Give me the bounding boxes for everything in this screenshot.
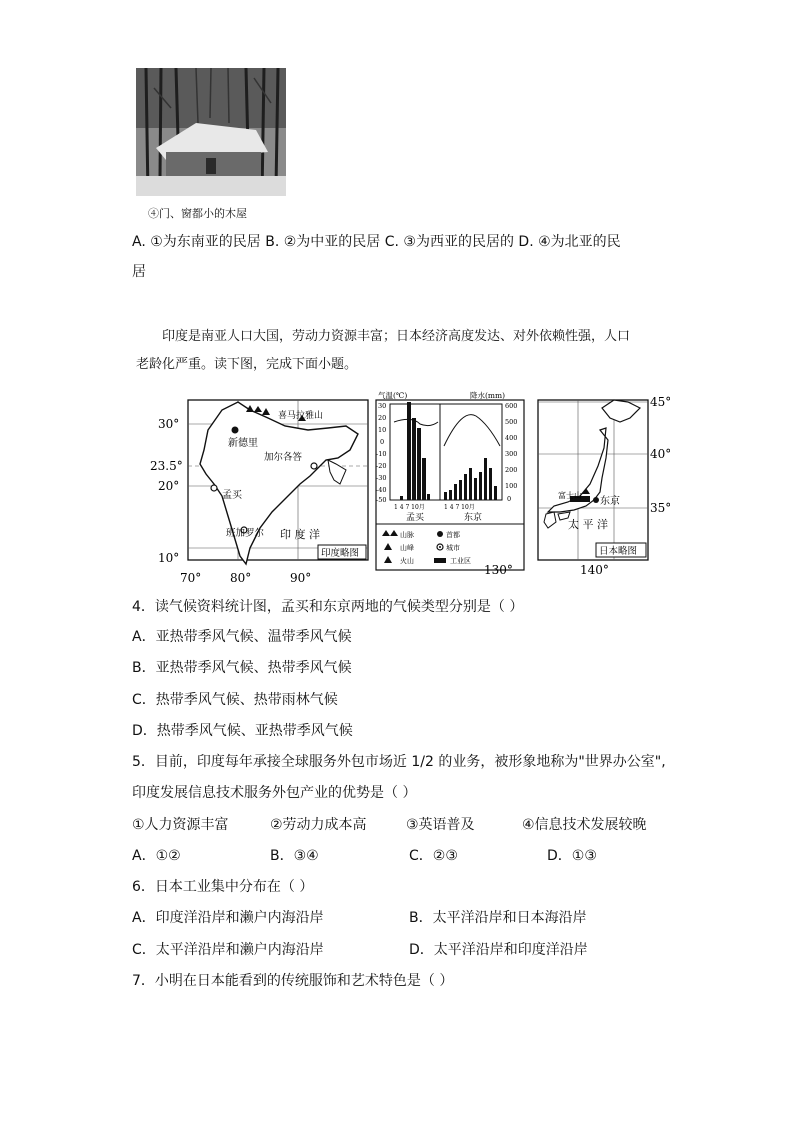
india-map-title: 印度略图	[321, 548, 360, 559]
svg-text:山峰: 山峰	[400, 544, 414, 552]
japan-lat-35: 35°	[650, 501, 670, 515]
svg-text:工业区: 工业区	[450, 557, 471, 565]
prev-options-line1: A. ①为东南亚的民居 B. ②为中亚的民居 C. ③为西亚的民居的 D. ④为北亚的民	[132, 234, 621, 250]
place-newdelhi: 新德里	[228, 438, 258, 449]
svg-text:20: 20	[378, 414, 387, 422]
svg-text:500: 500	[505, 418, 518, 426]
q5-statement-3: ③英语普及	[406, 817, 475, 833]
svg-text:山脉: 山脉	[400, 531, 414, 539]
svg-text:10: 10	[378, 426, 387, 434]
q4-option-d[interactable]: D．热带季风气候、亚热带季风气候	[132, 723, 353, 739]
q5-option-a[interactable]: A．①②	[132, 848, 181, 864]
india-lon-70: 70°	[180, 571, 202, 584]
svg-text:0: 0	[507, 495, 512, 503]
india-lat-23: 23.5°	[150, 459, 183, 473]
svg-text:400: 400	[505, 434, 518, 442]
india-lat-30: 30°	[158, 417, 180, 431]
svg-text:30: 30	[378, 402, 387, 410]
svg-text:200: 200	[505, 466, 518, 474]
ocean-label-india: 印 度 洋	[280, 528, 320, 541]
svg-text:1 4 7 10月: 1 4 7 10月	[444, 504, 475, 511]
svg-text:-20: -20	[376, 462, 387, 470]
q5-statement-1: ①人力资源丰富	[132, 817, 229, 833]
q5-stem-line1: 5．目前，印度每年承接全球服务外包市场近 1/2 的业务，被形象地称为"世界办公室",	[132, 754, 666, 770]
q6-option-c[interactable]: C．太平洋沿岸和濑户内海沿岸	[132, 942, 324, 958]
q5-option-d[interactable]: D．①③	[547, 848, 597, 864]
q4-option-a[interactable]: A．亚热带季风气候、温带季风气候	[132, 629, 352, 645]
climate-chart	[376, 390, 524, 570]
svg-text:城市: 城市	[446, 544, 460, 552]
japan-map-title: 日本略图	[599, 546, 638, 557]
intro-line1: 印度是南亚人口大国，劳动力资源丰富；日本经济高度发达、对外依赖性强，人口	[162, 329, 631, 344]
q6-stem: 6．日本工业集中分布在（ ）	[132, 879, 314, 895]
svg-text:-50: -50	[376, 496, 387, 504]
q6-option-b[interactable]: B．太平洋沿岸和日本海沿岸	[409, 910, 587, 926]
india-lat-10: 10°	[158, 551, 180, 565]
intro-line2: 老龄化严重。读下图，完成下面小题。	[136, 357, 358, 372]
left-axis-title: 气温(℃)	[378, 391, 408, 400]
india-map	[150, 400, 368, 584]
place-kolkata: 加尔各答	[264, 452, 303, 463]
q5-statement-4: ④信息技术发展较晚	[522, 817, 647, 833]
city-right: 东京	[464, 513, 483, 523]
svg-text:0: 0	[380, 438, 385, 446]
q4-option-b[interactable]: B．亚热带季风气候、热带季风气候	[132, 660, 352, 676]
mountain-label: 喜马拉雅山	[278, 411, 324, 421]
q7-stem: 7．小明在日本能看到的传统服饰和艺术特色是（ ）	[132, 973, 454, 989]
japan-lat-40: 40°	[650, 447, 670, 461]
q4-option-c[interactable]: C．热带季风气候、热带雨林气候	[132, 692, 338, 708]
svg-text:300: 300	[505, 450, 518, 458]
svg-text:火山: 火山	[400, 557, 414, 565]
india-lon-80: 80°	[230, 571, 252, 584]
svg-text:-40: -40	[376, 486, 387, 494]
right-axis-title: 降水(mm)	[470, 391, 506, 400]
svg-text:-10: -10	[376, 450, 387, 458]
q6-option-a[interactable]: A．印度洋沿岸和濑户内海沿岸	[132, 910, 324, 926]
house-photo	[136, 68, 286, 196]
svg-text:-30: -30	[376, 474, 387, 482]
q5-stem-line2: 印度发展信息技术服务外包产业的优势是（ ）	[132, 785, 417, 801]
place-mumbai: 孟买	[222, 490, 242, 501]
svg-text:600: 600	[505, 402, 518, 410]
svg-text:1 4 7 10月: 1 4 7 10月	[394, 504, 425, 511]
q4-stem: 4．读气候资料统计图，孟买和东京两地的气候类型分别是（ ）	[132, 599, 524, 615]
q6-option-d[interactable]: D．太平洋沿岸和印度洋沿岸	[409, 942, 588, 958]
place-tokyo: 东京	[600, 496, 620, 507]
india-lon-90: 90°	[290, 571, 312, 584]
india-lat-20: 20°	[158, 479, 180, 493]
q5-option-c[interactable]: C．②③	[409, 848, 458, 864]
ocean-label-japan: 太 平 洋	[568, 518, 608, 531]
q5-option-b[interactable]: B．③④	[270, 848, 319, 864]
japan-lon-130: 130°	[484, 563, 513, 577]
place-bangalore: 班加罗尔	[226, 528, 265, 539]
svg-text:首都: 首都	[446, 531, 460, 539]
city-left: 孟买	[406, 513, 425, 523]
prev-options-line2: 居	[132, 264, 146, 280]
figure-maps	[150, 388, 670, 584]
japan-lat-45: 45°	[650, 395, 670, 409]
q5-statement-2: ②劳动力成本高	[270, 817, 367, 833]
svg-text:100: 100	[505, 482, 518, 490]
place-fuji: 富士山	[558, 491, 582, 500]
japan-lon-140: 140°	[580, 563, 609, 577]
photo-caption: ④门、窗都小的木屋	[148, 207, 247, 220]
